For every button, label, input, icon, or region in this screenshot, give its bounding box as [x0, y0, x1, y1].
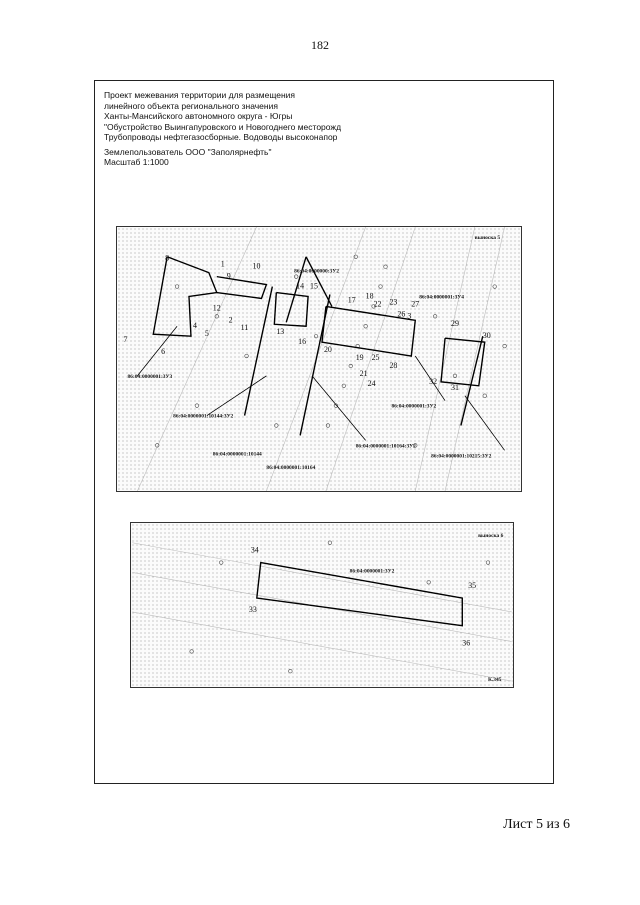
pt-33: 33 — [248, 604, 257, 614]
header-line-3: Ханты-Мансийского автономного округа - Югры — [104, 111, 293, 121]
cad-g: 86:04:0000001:10215:3У2 — [431, 453, 492, 460]
pt-18: 18 — [365, 291, 374, 301]
pt-6: 6 — [161, 347, 166, 357]
inset-5-label: выноска 5 — [474, 234, 501, 241]
cad-c: 86:04:0000001:3У3 — [127, 373, 173, 380]
cad-i: 86:04:0000001:10164 — [266, 465, 316, 472]
pt-22: 22 — [373, 299, 382, 309]
pt-3: 3 — [407, 311, 412, 321]
pt-28: 28 — [389, 360, 398, 370]
pt-14: 14 — [296, 281, 305, 291]
page-number: 182 — [311, 38, 329, 52]
pt-13: 13 — [276, 327, 285, 337]
pt-4: 4 — [192, 321, 197, 331]
pt-2: 2 — [228, 315, 233, 325]
pt-31: 31 — [451, 382, 459, 392]
pt-34: 34 — [250, 545, 259, 555]
pt-35: 35 — [468, 581, 477, 591]
inset-map-5-drawing — [117, 227, 521, 491]
document-header — [104, 90, 356, 168]
cad-f: 86:04:0000001:3У2 — [391, 403, 437, 410]
pt-19: 19 — [355, 352, 364, 362]
sheet-number: Лист 5 из 6 — [503, 817, 570, 832]
pt-29: 29 — [451, 319, 459, 329]
pt-12: 12 — [212, 303, 221, 313]
pt-17: 17 — [347, 295, 356, 305]
header-line-2: линейного объекта регионального значения — [104, 100, 278, 111]
inset-map-6 — [130, 522, 514, 688]
pt-23: 23 — [389, 297, 398, 307]
inset-map-5 — [116, 226, 522, 492]
pt-24: 24 — [367, 378, 376, 388]
pt-26: 26 — [397, 309, 406, 319]
pt-8: 8 — [165, 253, 170, 263]
cad-h: 86:04:0000001:10144 — [212, 451, 262, 458]
pt-32: 32 — [429, 376, 438, 386]
cad-a: 86:04:0000000:3У2 — [294, 268, 339, 275]
pt-16: 16 — [298, 337, 307, 347]
cad-map6: 86:04:0000001:3У2 — [349, 568, 395, 575]
pt-25: 25 — [371, 352, 380, 362]
cad-e: 86:04:0000001:10164:3У2 — [355, 443, 416, 450]
header-line-1: Проект межевания территории для размещения — [104, 90, 296, 100]
pt-36: 36 — [462, 638, 471, 648]
pt-15: 15 — [310, 281, 318, 291]
header-line-4: "Обустройство Выингапуровского и Новогоднего месторожд — [104, 121, 342, 132]
inset-6-label: выноска 6 — [478, 532, 504, 539]
pt-5: 5 — [204, 329, 209, 339]
pt-7: 7 — [123, 335, 128, 345]
cad-b: 86:04:0000001:3У4 — [419, 294, 465, 301]
pt-27: 27 — [411, 299, 420, 309]
inset-map-6-drawing — [131, 523, 513, 687]
pt-21: 21 — [359, 368, 368, 378]
pt-10: 10 — [252, 261, 261, 271]
land-user: Землепользователь ООО "Заполярнефть" — [104, 146, 272, 157]
corner-label: К.345 — [487, 677, 502, 684]
pt-11: 11 — [240, 323, 249, 333]
cad-d: 86:04:0000001:10144:3У2 — [173, 413, 234, 420]
pt-30: 30 — [482, 331, 491, 341]
map-scale: Масштаб 1:1000 — [104, 157, 169, 167]
pt-20: 20 — [323, 345, 332, 355]
header-line-5: Трубопроводы нефтегазосборные. Водоводы высоконапор — [104, 132, 338, 142]
pt-1: 1 — [220, 259, 225, 269]
pt-9: 9 — [226, 271, 231, 281]
